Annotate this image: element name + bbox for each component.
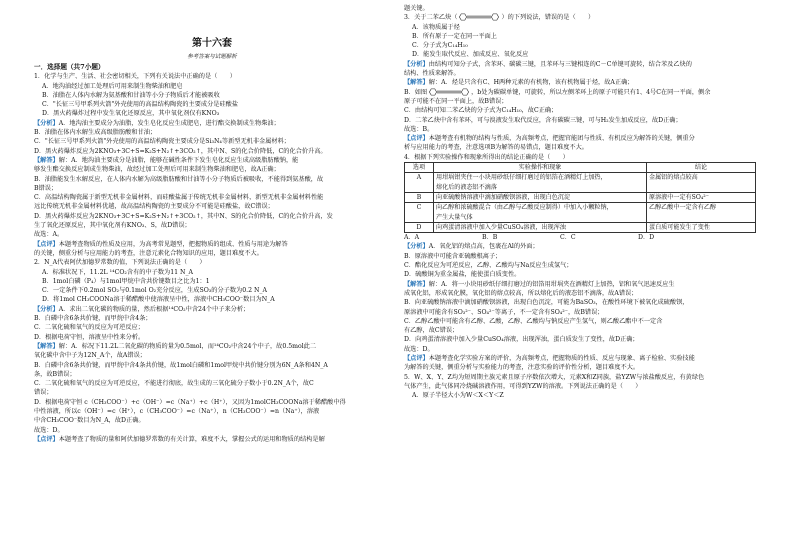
section-tag: 【点评】 xyxy=(34,240,59,248)
line-text: A．地沟油经过加工处理后可用来制生物柴油和肥皂 xyxy=(42,82,183,90)
text-line xyxy=(404,354,760,363)
line-text: B．白磷中含6条共价键，而甲烷中含4条； xyxy=(34,315,152,323)
answer-choice: C．C xyxy=(560,234,576,242)
option-line xyxy=(404,32,760,41)
page-subtitle: 参考答案与试题解析 xyxy=(187,54,237,60)
line-text: C．"长征三号甲系列火箭"外壳使用的高温结构陶瓷主要成分是Si₃N₄等新型无机非金属材料； xyxy=(34,138,290,146)
line-text: B．油脂能发生水解反应，在人体内水解为高级脂肪酸和甘油等小分子物质后被吸收，不能得到氨基酸，故 xyxy=(34,175,324,183)
left-column xyxy=(34,4,390,444)
table-cell-conclusion xyxy=(647,203,756,223)
table-cell-conclusion xyxy=(647,222,756,232)
text-line xyxy=(404,125,760,134)
right-column xyxy=(404,4,760,400)
diphenylacetylene-structure-icon xyxy=(427,88,471,96)
line-text: 故选：D。 xyxy=(34,426,64,434)
line-text: 解：A．标况下11.2L二氧化碳的物质的量为0.5mol，而¹⁴CO₂中含24个中子，故0.5mol此二 xyxy=(58,342,317,350)
line-text: 本题考查了物质的量和阿伏加德罗常数的有关计算，难度不大，掌握公式的运用和物质的结构是解 xyxy=(58,435,325,443)
line-text: 2．N_A代表阿伏加德罗常数的值，下列说法正确的是（ ） xyxy=(34,259,206,267)
table-cell-operation xyxy=(434,192,647,202)
text-line xyxy=(34,305,390,314)
question-line xyxy=(404,373,760,382)
option-line xyxy=(404,391,760,400)
option-line xyxy=(34,286,390,295)
cell-line: 向鸡蛋清溶液中加入少量CuSO₄溶液，出现浑浊 xyxy=(436,223,566,231)
section-tag: 【解答】 xyxy=(404,79,429,87)
line-text: 解：A．地沟油主要成分是油脂，能够在碱性条件下发生皂化反应生成高级脂肪酸钠，能 xyxy=(58,156,299,164)
cell-line: 乙醇乙酸中一定含有乙醇 xyxy=(649,204,717,212)
right-bottom-text-block xyxy=(404,242,760,400)
line-text: C．乙醇乙酸中可能含有乙醇、乙酸，乙醇、乙酸均与钠反应产生氢气，则乙酸乙酯中不一定含 xyxy=(404,317,663,325)
line-text: B．油脂在体内水解生成高级脂肪酸和甘油； xyxy=(34,129,157,137)
text-line xyxy=(34,351,390,360)
text-line xyxy=(404,335,760,344)
text-line xyxy=(404,308,760,317)
table-row xyxy=(405,173,756,193)
answer-options xyxy=(404,233,760,242)
line-text: D．黑火药爆炸过程中发生氧化还原反应，其中氧化剂仅有KNO₃ xyxy=(42,110,220,118)
line-text: D．向鸡蛋清溶液中加入少量CuSO₄溶液，出现浑浊，蛋白质发生了变性，故D正确； xyxy=(404,336,639,344)
text-line xyxy=(34,435,390,444)
line-text: A．该物质属于烃 xyxy=(412,23,460,31)
text-line xyxy=(404,242,760,251)
cell-line: 原溶液中一定有SO₄²⁻ xyxy=(649,193,709,201)
cell-line: 蛋白质可能发生了变性 xyxy=(649,223,710,231)
text-line xyxy=(404,270,760,279)
text-line xyxy=(404,252,760,261)
line-text: B．如图 xyxy=(404,88,428,96)
cell-line: 产生大量气体 xyxy=(436,213,473,221)
option-line xyxy=(34,82,390,91)
line-text: 本题考查有机物的结构与性质，为高频考点，把握官能团与性质、有机反应为解答的关键，侧重分 xyxy=(428,135,695,143)
line-text: 故选：D。 xyxy=(404,345,434,353)
line-text: C．二氧化硫和氧气的反应为可逆反应，不能进行彻底，故生成的三氧化硫分子数小于0.2N_A个，故C xyxy=(34,380,314,388)
cell-line: 熔化后的液态铝不滴落 xyxy=(436,183,497,191)
text-line xyxy=(34,147,390,156)
text-line xyxy=(404,326,760,335)
option-line xyxy=(34,295,390,304)
line-text: C．一定条件下0.2mol SO₂与0.1mol O₂充分反应，生成SO₃的分子数为0.2 N_A xyxy=(42,287,267,295)
text-line xyxy=(34,333,390,342)
table-header-option: 选项 xyxy=(405,163,434,173)
text-line xyxy=(404,363,760,372)
line-text: B．油脂在人体内水解为氨基酸和甘油等小分子物质后才能被吸收 xyxy=(42,91,220,99)
line-text: 中含CH₃COO⁻数目为N_A，故D正确。 xyxy=(34,417,145,425)
line-text: 故选：A。 xyxy=(34,231,64,239)
table-header-row xyxy=(405,163,756,173)
line-text: 错误； xyxy=(34,389,53,397)
table-cell-operation xyxy=(434,173,647,193)
line-text: 成氧化铝，形成氧化膜，氧化铝的熔点较高，所以熔化后的液态铝不滴落，故A错误； xyxy=(404,289,638,297)
line-text: D．根据电荷守恒，溶液呈中性来分析。 xyxy=(34,333,145,341)
text-line xyxy=(34,184,390,193)
table-header-conclusion: 结论 xyxy=(647,163,756,173)
table-header-operation: 实验操作和现象 xyxy=(434,163,647,173)
line-text: 够发生酯交换反应制成生物柴油，故经过加工处理后可用来制生物柴油和肥皂，故A正确； xyxy=(34,166,280,174)
option-line xyxy=(34,91,390,100)
text-line xyxy=(34,230,390,239)
table-cell-option: B xyxy=(405,192,434,202)
line-text: A．标准状况下，11.2L ¹⁴CO₂含有的中子数为11 N_A xyxy=(42,268,194,276)
option-line xyxy=(34,109,390,118)
line-text: C．分子式为C₁₄H₁₀ xyxy=(412,42,468,50)
line-text: 原溶液中可能含有SO₃²⁻、SO₄²⁻等离子，不一定含有SO₄²⁻，故B错误； xyxy=(404,308,604,316)
cell-line: 向亚硫酸钠溶液中滴加硝酸钡溶液，出现白色沉淀 xyxy=(436,193,571,201)
text-line xyxy=(404,134,760,143)
option-line xyxy=(404,41,760,50)
text-line xyxy=(404,261,760,270)
line-text: D．黑火药爆炸反应为2KNO₃+3C+S=K₂S+N₂↑+3CO₂↑，其中N、S的化合价降低，C的化合价升高。 xyxy=(34,147,327,155)
line-text: 远比传统无机非金属材料优越，故高温结构陶瓷的主要成分不可能是硅酸盐，故C错误； xyxy=(34,203,274,211)
line-text: 原子可能不在同一平面上，故B错误； xyxy=(404,97,508,105)
text-line xyxy=(34,156,390,165)
table-cell-conclusion xyxy=(647,173,756,193)
text-line xyxy=(404,60,760,69)
section-tag: 【点评】 xyxy=(34,435,59,443)
line-text: 由结构可知分子式，含苯环、碳碳三键，且苯环与三键相连的C－C单键可旋转，结合苯及乙炔的 xyxy=(428,60,692,68)
table-row xyxy=(405,203,756,223)
left-text-block xyxy=(34,72,390,444)
line-text: A．求出二氧化碳的物质的量，然后根据¹⁴CO₂中含24个中子来分析； xyxy=(58,305,250,313)
table-cell-option: C xyxy=(405,203,434,223)
text-line xyxy=(34,416,390,425)
line-text: C．二氧化硫和氧气的反应为可逆反应； xyxy=(34,324,144,332)
option-line xyxy=(34,277,390,286)
text-line xyxy=(404,298,760,307)
question-line xyxy=(404,153,760,162)
table-row xyxy=(405,192,756,202)
line-text: 1．化学与生产、生活、社会密切相关，下列有关说法中正确的是（ ） xyxy=(34,73,236,81)
cell-line: 用坩埚钳夹住一小块用砂纸仔细打磨过的铝箔在酒精灯上加热， xyxy=(436,174,607,182)
option-line xyxy=(34,268,390,277)
line-text: D．硫酸铜为重金属盐，能使蛋白质变性。 xyxy=(404,271,521,279)
question-line xyxy=(34,72,390,81)
text-line xyxy=(34,426,390,435)
section-tag: 【分析】 xyxy=(404,60,429,68)
text-line xyxy=(34,398,390,407)
line-text: C．由结构可知二苯乙炔的分子式为C₁₄H₁₀，故C正确； xyxy=(404,107,558,115)
table-cell-operation xyxy=(434,203,647,223)
text-line xyxy=(404,78,760,87)
line-text: 有乙醇，故C错误； xyxy=(404,327,459,335)
text-line xyxy=(34,249,390,258)
line-text: D．二苯乙炔中含有苯环，可与溴液发生取代反应，含有碳碳三键，可与H₂发生加成反应，故D正确； xyxy=(404,116,682,124)
text-line xyxy=(404,317,760,326)
text-line xyxy=(34,175,390,184)
answer-choice: A．A xyxy=(404,234,420,242)
section-heading: 一．选择题（共7小题） xyxy=(34,63,105,71)
section-tag: 【分析】 xyxy=(404,243,429,251)
text-line xyxy=(34,370,390,379)
text-line xyxy=(34,202,390,211)
text-line xyxy=(34,342,390,351)
answer-choice: D．D xyxy=(638,234,655,242)
text-line xyxy=(404,280,760,289)
line-text: 条，故B错误； xyxy=(34,370,76,378)
line-text: 结构、性质来解答。 xyxy=(404,70,460,78)
table-cell-operation xyxy=(434,222,647,232)
line-text-after: ，b处为碳碳单键，可旋转，所以左侧苯环上的原子可能只有1、4号C在同一平面，侧余 xyxy=(471,88,711,96)
option-line xyxy=(404,50,760,59)
section-tag: 【分析】 xyxy=(34,119,59,127)
line-text: B．向亚硫酸钠溶液中滴加硝酸钡溶液，出现白色沉淀，可能为BaSO₃，在酸性环境下被氧化成硫酸钡， xyxy=(404,299,689,307)
text-line xyxy=(34,361,390,370)
line-text: 氧化碳中含中子为12N_A个，故A错误； xyxy=(34,352,146,360)
line-text: 气体产生，此气体同冷烧碱溶液作用，可得到YZW的溶液。下列说法正确的是（ ） xyxy=(404,382,642,390)
line-text: 析与应用能力的考查，注意选项B为解答的易错点，题目难度不大。 xyxy=(404,144,588,152)
text-line xyxy=(404,4,760,13)
experiment-table xyxy=(404,162,756,233)
line-text-after: ）的下列说法，错误的是（ ） xyxy=(501,14,595,22)
line-text: 为解答的关键，侧重分析与实验能力的考查，注意实验的评价性分析，题目难度不大。 xyxy=(404,364,640,372)
text-line xyxy=(404,382,760,391)
option-line xyxy=(404,23,760,32)
text-line xyxy=(404,116,760,125)
line-text: A．氧化铝的熔点高，包裹在Al的外面； xyxy=(428,243,539,251)
text-line xyxy=(404,106,760,115)
text-line xyxy=(34,314,390,323)
text-line xyxy=(34,128,390,137)
text-line xyxy=(34,379,390,388)
section-tag: 【解答】 xyxy=(34,342,59,350)
right-top-text-block xyxy=(404,4,760,162)
section-tag: 【点评】 xyxy=(404,135,429,143)
diphenylacetylene-structure-icon xyxy=(457,13,501,21)
cell-line: 金属铝的熔点较高 xyxy=(649,174,698,182)
cell-line: 向乙醇和浓硫酸混合（由乙醇与乙酸反应制得）中加入小颗粒钠， xyxy=(436,204,613,212)
line-text: 3．关于二苯乙炔（ xyxy=(404,14,458,22)
line-text: D．黑火药爆炸反应为2KNO₃+3C+S=K₂S+N₂↑+3CO₂↑，其中N、S的化合价降低，C的化合价升高，发 xyxy=(34,212,333,220)
answer-choice: B．B xyxy=(482,234,498,242)
text-line xyxy=(34,323,390,332)
text-line xyxy=(34,119,390,128)
line-text: 故选：B。 xyxy=(404,125,434,133)
question-line xyxy=(404,13,760,22)
section-tag: 【解答】 xyxy=(404,280,429,288)
text-line xyxy=(34,212,390,221)
line-text: B．1mol白磷（P₄）与1mol甲烷中含共价键数目之比为1：1 xyxy=(42,277,210,285)
line-text: 本题考查物质的性质及应用，为高考常见题型，把握物质的组成、性质与用途为解答 xyxy=(58,240,288,248)
line-text: 解：A．烃是只含有C、H两种元素的有机物，该有机物属于烃，故A正确； xyxy=(428,79,634,87)
text-line xyxy=(34,221,390,230)
line-text: B．所有原子一定在同一平面上 xyxy=(412,32,497,40)
text-line xyxy=(404,97,760,106)
line-text: 5．W、X、Y、Z均为短周期主族元素且原子序数依次增大，元素X和Z同族，盐YZW与浓盐酸反应，有黄绿色 xyxy=(404,373,705,381)
text-line xyxy=(404,69,760,78)
text-line xyxy=(404,88,760,97)
text-line xyxy=(34,388,390,397)
table-cell-conclusion xyxy=(647,192,756,202)
line-text: D．将1mol CH₃COONa溶于稀醋酸中使溶液呈中性，溶液中CH₃COO⁻数目为N_A xyxy=(42,296,275,304)
option-line xyxy=(34,100,390,109)
line-text: C．"长征三号甲系列火箭"外壳使用的高温结构陶瓷的主要成分是硅酸盐 xyxy=(42,101,239,109)
text-line xyxy=(34,240,390,249)
line-text: C．酯化反应为可逆反应，乙醇、乙酸均与Na反应生成氢气； xyxy=(404,262,573,270)
line-text: C．高温结构陶瓷属于新型无机非金属材料，而硅酸盐属于传统无机非金属材料，新型无机非金属材料性能 xyxy=(34,194,324,202)
line-text: D．能发生取代反应、加成反应、氧化反应 xyxy=(412,51,529,59)
line-text: B错误； xyxy=(34,184,58,192)
text-line xyxy=(34,137,390,146)
text-line xyxy=(34,407,390,416)
line-text: A．原子半径大小为W＜X＜Y＜Z xyxy=(412,392,504,400)
text-line xyxy=(404,289,760,298)
line-text: D．根据电荷守恒 c（CH₃COO⁻）+c（OH⁻）=c（Na⁺）+c（H⁺），又因为1molCH₃COONa溶于稀醋酸中得 xyxy=(34,398,346,406)
line-text: B．原溶液中可能含亚硫酸根离子； xyxy=(404,252,502,260)
line-text: 4．根据下列实验操作和现象所得出的结论正确的是（ ） xyxy=(404,153,569,161)
table-cell-option: D xyxy=(405,222,434,232)
table-row xyxy=(405,222,756,232)
section-tag: 【解答】 xyxy=(34,156,59,164)
line-text: 生了氧化还原反应，其中氧化剂有KNO₃、S，故D错误； xyxy=(34,222,191,230)
line-text: 本题考查化学实验方案的评价，为高频考点，把握物质的性质、反应与现象、离子检验、实验技能 xyxy=(428,354,695,362)
section-tag: 【点评】 xyxy=(404,354,429,362)
line-text: B．白磷中含6条共价键，而甲烷中含4条共价键，故1mol白磷和1mol甲烷中共价键分别为6N_A条和4N_A xyxy=(34,361,328,369)
question-line xyxy=(34,258,390,267)
text-line xyxy=(404,345,760,354)
line-text: 解：A．将一小块用砂纸仔细打磨过的铝箔用坩埚夹在酒精灯上加热，铝和氧气迅速反应生 xyxy=(428,280,675,288)
text-line xyxy=(34,193,390,202)
section-tag: 【分析】 xyxy=(34,305,59,313)
line-text: A．地沟油主要成分为油脂，发生皂化反应生成肥皂，进行酯交换制成生物柴油； xyxy=(58,119,280,127)
text-line xyxy=(34,165,390,174)
table-cell-option: A xyxy=(405,173,434,193)
line-text: 中性溶液，所以c（OH⁻）=c（H⁺），c（CH₃COO⁻）=c（Na⁺），n（CH₃COO⁻）=n（Na⁺），溶液 xyxy=(34,407,320,415)
text-line xyxy=(404,143,760,152)
line-text: 题关键。 xyxy=(404,5,429,12)
page-title: 第十六套 xyxy=(192,38,232,49)
line-text: 的关键，侧重分析与应用能力的考查，注意元素化合物知识的应用，题目难度不大。 xyxy=(34,249,263,257)
